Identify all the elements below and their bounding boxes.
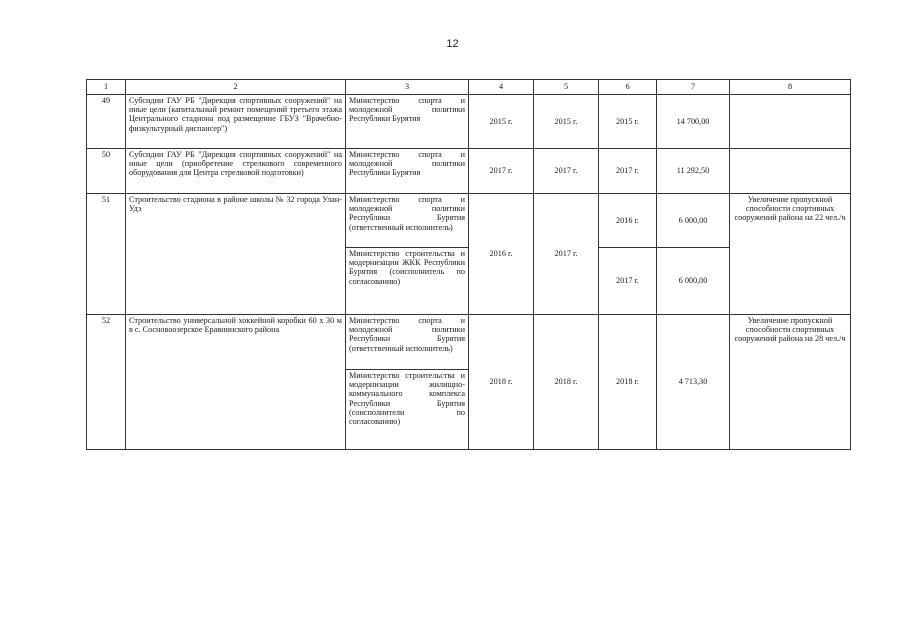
cell-col6: 2015 г. <box>599 95 657 149</box>
column-header: 1 <box>87 80 126 95</box>
table-row <box>87 149 851 194</box>
measure-name: Строительство универсальной хоккейной коробки 60 х 30 м в с. Сосновоозерское Еравнинского района <box>126 315 346 450</box>
program-table <box>86 79 851 450</box>
cell-result <box>730 149 851 194</box>
cell-col4: 2018 г. <box>469 315 534 450</box>
cell-result: Увеличение пропускной способности спортивных сооружений района на 28 чел./ч <box>730 315 851 450</box>
cell-amount: 6 000,00 <box>657 248 730 315</box>
column-header: 8 <box>730 80 851 95</box>
cell-col5: 2017 г. <box>534 194 599 315</box>
column-header: 3 <box>346 80 469 95</box>
executor-responsible: Министерство спорта и молодежной политики Республики Бурятия (ответственный исполнитель) <box>346 315 469 370</box>
executor-co: Министерство строительства и модернизации ЖКК Республики Бурятия (соисполнитель по согласованию) <box>346 248 469 315</box>
measure-name: Строительство стадиона в районе школы № 32 города Улан-Удэ <box>126 194 346 315</box>
cell-col6: 2018 г. <box>599 315 657 450</box>
executor: Министерство спорта и молодежной политики Республики Бурятия <box>346 149 469 194</box>
page-number: 12 <box>446 38 459 50</box>
executor-responsible: Министерство спорта и молодежной политики Республики Бурятия (ответственный исполнитель) <box>346 194 469 248</box>
table-row <box>87 194 851 248</box>
cell-result <box>730 95 851 149</box>
column-header: 4 <box>469 80 534 95</box>
executor: Министерство спорта и молодежной политики Республики Бурятия <box>346 95 469 149</box>
column-header: 7 <box>657 80 730 95</box>
row-number: 51 <box>87 194 126 315</box>
row-number: 52 <box>87 315 126 450</box>
column-header: 5 <box>534 80 599 95</box>
table-row <box>87 315 851 370</box>
cell-col5: 2018 г. <box>534 315 599 450</box>
cell-amount: 14 700,00 <box>657 95 730 149</box>
cell-amount: 4 713,30 <box>657 315 730 450</box>
measure-name: Субсидии ГАУ РБ "Дирекция спортивных сооружений" на иные цели (капитальный ремонт помещений третьего этажа Центрального стадиона под размещение ГБУЗ "Врачебно-физкультурный диспансер") <box>126 95 346 149</box>
cell-col4: 2017 г. <box>469 149 534 194</box>
header-row <box>87 80 851 95</box>
cell-col4: 2016 г. <box>469 194 534 315</box>
cell-col6: 2017 г. <box>599 248 657 315</box>
measure-name: Субсидии ГАУ РБ "Дирекция спортивных сооружений" на иные цели (приобретение стрелкового современного оборудования для Центра стрелковой подготовки) <box>126 149 346 194</box>
cell-result: Увеличение пропускной способности спортивных сооружений района на 22 чел./ч <box>730 194 851 315</box>
column-header: 2 <box>126 80 346 95</box>
cell-amount: 6 000,00 <box>657 194 730 248</box>
cell-col6: 2016 г. <box>599 194 657 248</box>
cell-col4: 2015 г. <box>469 95 534 149</box>
row-number: 49 <box>87 95 126 149</box>
cell-col5: 2015 г. <box>534 95 599 149</box>
row-number: 50 <box>87 149 126 194</box>
cell-amount: 11 292,50 <box>657 149 730 194</box>
column-header: 6 <box>599 80 657 95</box>
cell-col5: 2017 г. <box>534 149 599 194</box>
executor-co: Министерство строительства и модернизации жилищно-коммунального комплекса Республики Бурятия (соисполнители по согласованию) <box>346 370 469 450</box>
cell-col6: 2017 г. <box>599 149 657 194</box>
table-row <box>87 95 851 149</box>
